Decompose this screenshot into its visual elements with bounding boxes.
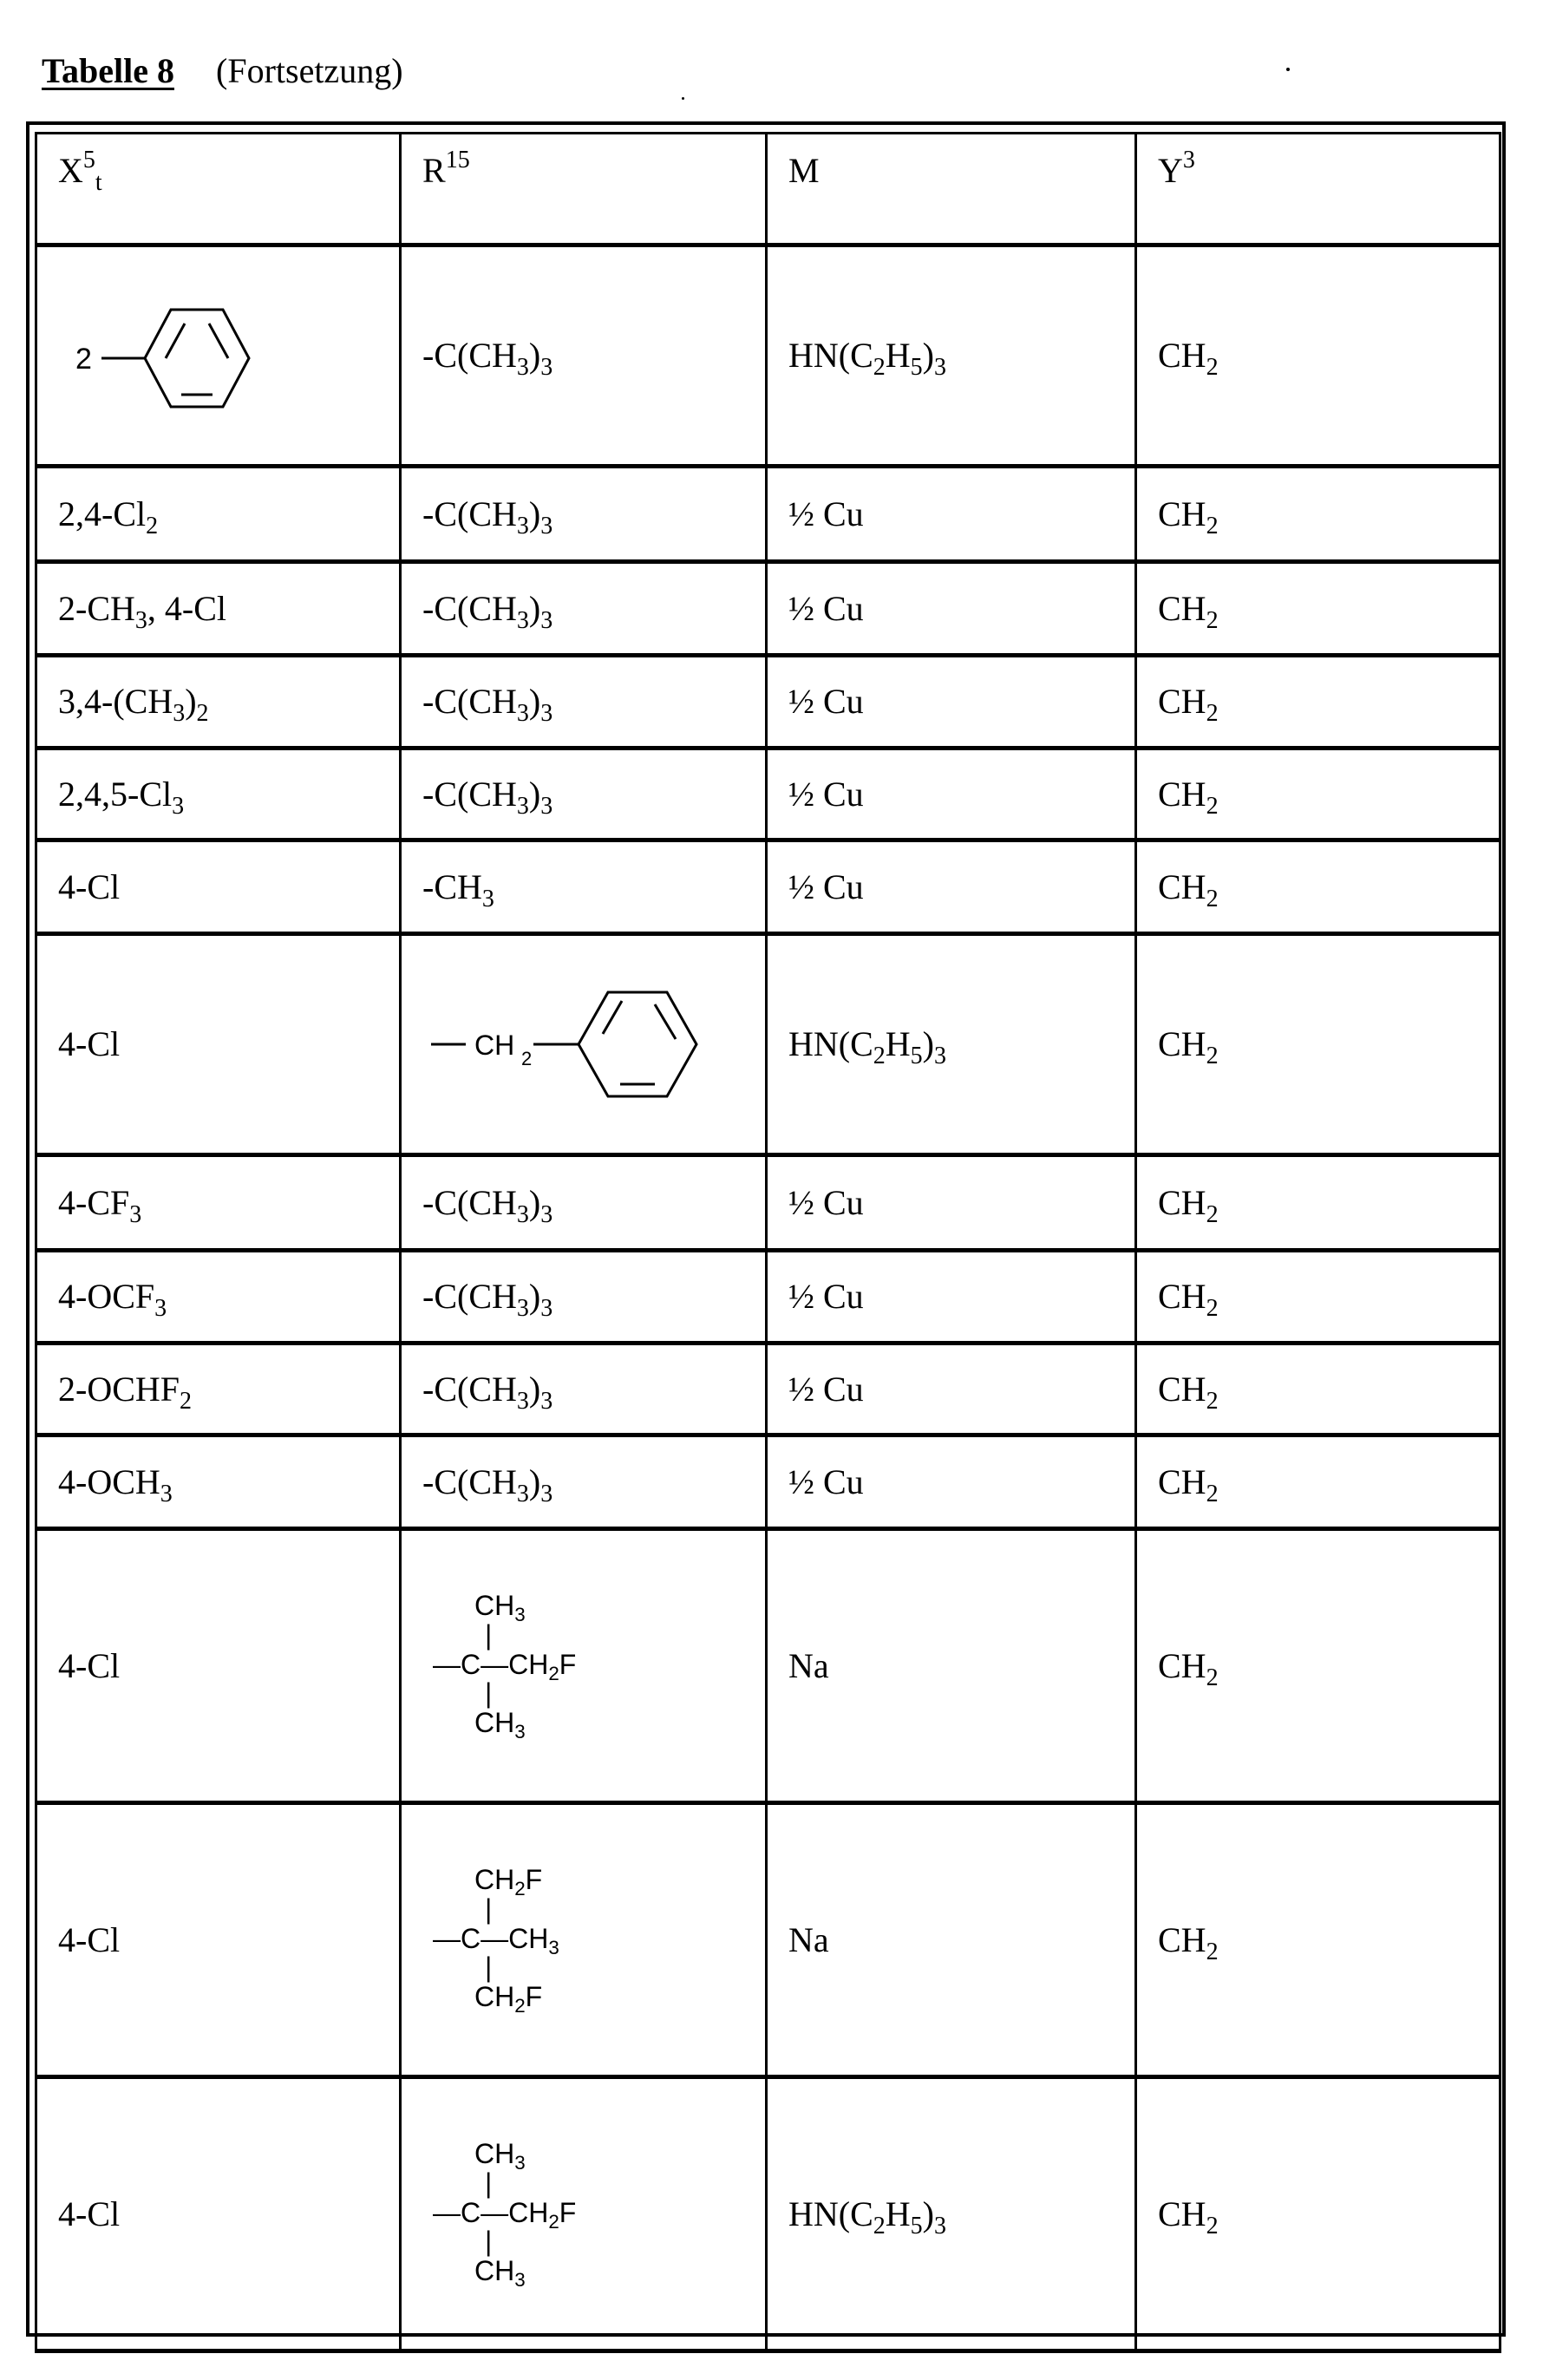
svg-text:2: 2: [521, 1048, 533, 1069]
cell-r15: $-C(CH_3)_3$: [401, 1435, 767, 1529]
cell-x5t: 4-Cl: [36, 934, 401, 1155]
cell-x5t: $3,4-(CH_3)_2$: [36, 656, 401, 749]
cell-r15: [401, 1529, 767, 1803]
cell-m: ½ Cu: [767, 1344, 1136, 1435]
cell-r15: $-CH_3$: [401, 840, 767, 934]
data-table: [35, 132, 1501, 2353]
cell-r15: $-C(CH_3)_3$: [401, 245, 767, 467]
fluoroalkyl-structure: $CH_3$ | $—C—CH_2F$ | $CH_3$: [433, 1590, 577, 1742]
cell-m: ½ Cu: [767, 562, 1136, 656]
fluoroalkyl-structure: $CH_2F$ | $—C—CH_3$ | $CH_2F$: [433, 1864, 559, 2017]
cell-m: Na: [767, 1803, 1136, 2077]
column-header-y3: $Y^3$: [1136, 134, 1501, 245]
cell-x5t: $2,4-Cl_2$: [36, 467, 401, 562]
cell-y3: $CH_2$: [1136, 1803, 1501, 2077]
cell-x5t: $4-CF_3$: [36, 1155, 401, 1251]
cell-r15: $-C(CH_3)_3$: [401, 562, 767, 656]
cell-m: $HN(C_2H_5)_3$: [767, 934, 1136, 1155]
cell-x5t: $2,4,5-Cl_3$: [36, 749, 401, 840]
table-row: [36, 840, 1501, 934]
table-row: [36, 656, 1501, 749]
cell-y3: $CH_2$: [1136, 656, 1501, 749]
fluoroalkyl-structure: $CH_3$ | $—C—CH_2F$ | $CH_3$: [433, 2138, 577, 2291]
cell-x5t: 4-Cl: [36, 1529, 401, 1803]
table-row: [36, 1803, 1501, 2077]
cell-r15: $-C(CH_3)_3$: [401, 749, 767, 840]
table-row: [36, 749, 1501, 840]
table-row: [36, 1529, 1501, 1803]
cell-r15: $-C(CH_3)_3$: [401, 1155, 767, 1251]
cell-y3: $CH_2$: [1136, 1344, 1501, 1435]
table-row: [36, 934, 1501, 1155]
cell-y3: $CH_2$: [1136, 1155, 1501, 1251]
cell-x5t: $2-CH_3$, 4-Cl: [36, 562, 401, 656]
cell-r15: $-C(CH_3)_3$: [401, 1251, 767, 1344]
table-row: [36, 2077, 1501, 2351]
cell-y3: $CH_2$: [1136, 840, 1501, 934]
cell-x5t: $2-OCHF_2$: [36, 1344, 401, 1435]
table-row: [36, 1251, 1501, 1344]
table-row: [36, 1435, 1501, 1529]
cell-y3: $CH_2$: [1136, 1251, 1501, 1344]
cell-y3: $CH_2$: [1136, 934, 1501, 1155]
table-row: [36, 467, 1501, 562]
column-header-r15: $R^{15}$: [401, 134, 767, 245]
cell-m: ½ Cu: [767, 840, 1136, 934]
cell-m: $HN(C_2H_5)_3$: [767, 2077, 1136, 2351]
cell-r15: $-C(CH_3)_3$: [401, 1344, 767, 1435]
cell-m: ½ Cu: [767, 1435, 1136, 1529]
cell-r15: $-C(CH_3)_3$: [401, 467, 767, 562]
cell-m: ½ Cu: [767, 1155, 1136, 1251]
svg-text:2: 2: [75, 343, 92, 376]
cell-m: ½ Cu: [767, 749, 1136, 840]
table-row: [36, 1344, 1501, 1435]
cell-x5t: [36, 245, 401, 467]
cell-m: Na: [767, 1529, 1136, 1803]
cell-m: ½ Cu: [767, 1251, 1136, 1344]
cell-x5t: $4-OCF_3$: [36, 1251, 401, 1344]
cell-m: ½ Cu: [767, 656, 1136, 749]
table-caption: [42, 50, 403, 91]
cell-r15: [401, 934, 767, 1155]
cell-y3: $CH_2$: [1136, 1435, 1501, 1529]
scan-speck: [1286, 68, 1290, 71]
column-header-m: M: [767, 134, 1136, 245]
table-row: [36, 1155, 1501, 1251]
table-title: Tabelle 8: [42, 51, 174, 90]
cell-y3: $CH_2$: [1136, 1529, 1501, 1803]
column-header-x5t: $X^5_t$: [36, 134, 401, 245]
cell-y3: $CH_2$: [1136, 467, 1501, 562]
cell-y3: $CH_2$: [1136, 749, 1501, 840]
cell-x5t: 4-Cl: [36, 840, 401, 934]
cell-r15: [401, 1803, 767, 2077]
cell-r15: [401, 2077, 767, 2351]
cell-m: $HN(C_2H_5)_3$: [767, 245, 1136, 467]
phenyl-structure-icon: [58, 291, 301, 421]
cell-m: ½ Cu: [767, 467, 1136, 562]
cell-y3: $CH_2$: [1136, 562, 1501, 656]
cell-x5t: 4-Cl: [36, 1803, 401, 2077]
table-subtitle: (Fortsetzung): [216, 51, 403, 90]
scan-speck: [682, 97, 684, 100]
cell-r15: $-C(CH_3)_3$: [401, 656, 767, 749]
cell-x5t: 4-Cl: [36, 2077, 401, 2351]
svg-text:CH: CH: [474, 1030, 515, 1061]
cell-y3: $CH_2$: [1136, 245, 1501, 467]
benzyl-structure-icon: [422, 984, 735, 1105]
table-row: [36, 562, 1501, 656]
table-row: [36, 245, 1501, 467]
cell-y3: $CH_2$: [1136, 2077, 1501, 2351]
table-header-row: [36, 134, 1501, 245]
cell-x5t: $4-OCH_3$: [36, 1435, 401, 1529]
